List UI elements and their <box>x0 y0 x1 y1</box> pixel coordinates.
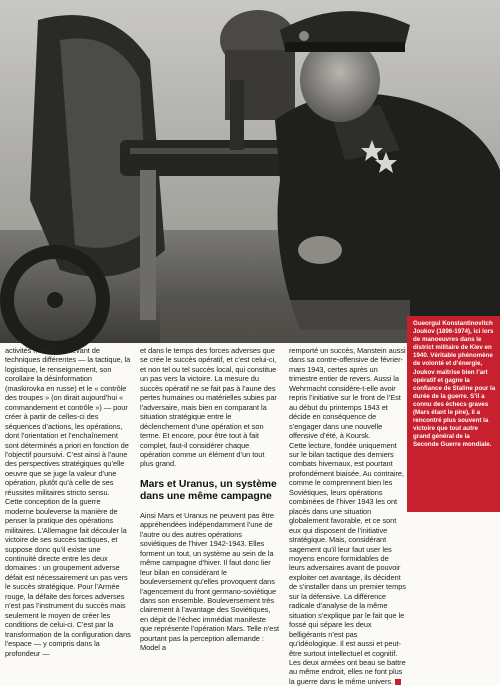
article-column-2 <box>140 346 279 653</box>
paragraph-text: Cette lecture, fondée uniquement sur le bilan tactique des derniers combats hivernaux, est pourtant profondément biaisée. Au contraire, comme le comprennent bien les Soviétiques, leurs opérations combinées de l’hiver 1943 les ont placés dans une situation globalement favorable, et ce sont eux qui disposent de l’initiative stratégique. Mais, considérant sagement qu’il leur faut user les moyens encore formidables de leurs adversaires avant de pouvoir exploiter cet avantage, ils décident de s’installer dans un premier temps sur la défensive. La différence radicale d’analyse de la même situation s’explique par le fait que le fossé qui sépare les deux belligérants n’est pas qu’idéologique. Il est aussi et peut-être surtout intellectuel et cognitif. Les deux armées ont beau se battre au même endroit, elles ne font plus la guerre dans le même univers. <box>289 440 406 686</box>
photo-caption <box>407 316 500 512</box>
section-heading: Mars et Uranus, un système dans une même campagne <box>140 478 277 502</box>
paragraph: et dans le temps des forces adverses que se crée le succès opératif, et c’est celui-ci, et non tel ou tel succès local, qui constitue un pas vers la victoire. La mesure du succès opératif ne se fait pas à l’aune des pertes humaines ou matérielles subies par l’adversaire, mais bien en comparant la situation stratégique entre le déclenchement d’une opération et son terme. Et encore, pour être tout à fait complet, faut-il considérer chaque opération comme un élément d’un tout plus grand. <box>140 346 277 469</box>
paragraph: Ainsi Mars et Uranus ne peuvent pas être appréhendées indépendamment l’une de l’autre ou des autres opérations soviétiques de l’hiver 1942-1943. Elles forment un tout, un système au sein de la même campagne d’hiver. Il faut donc lier leur bilan en considérant le bouleversement qu’elles provoquent dans l’agencement du front germano-soviétique dans son ensemble. Bouleversement très clairement à l’avantage des Soviétiques, en dépit de l’échec immédiat manifeste que représente l’opération Mars. Telle n’est pourtant pas la perception allemande : Model a <box>140 510 279 653</box>
paragraph: remporté un succès, Manstein aussi dans sa contre-offensive de février-mars 1943, certes après un trimestre entier de revers. Aussi la Wehrmacht considère-t-elle avoir repris l’initiative sur le front de l’Est au début du printemps 1943 et décide en conséquence de s’engager dans une nouvelle offensive d’été, à Koursk. <box>289 346 406 441</box>
end-of-article-mark <box>395 679 401 685</box>
paragraph <box>289 441 406 686</box>
article-column-1 <box>5 346 131 658</box>
caption-text: Gueorgui Konstantinovitch Joukov (1896-1974), ici lors de manoeuvres dans le district militaire de Kiev en 1940. Véritable phénomène de volonté et d’énergie, Joukov maîtrise bien l’art opératif et gagne la confiance de Staline pour la durée de la guerre. S’il a connu des échecs graves (Mars étant le pire), il a rencontré plus souvent la victoire que tout autre grand général de la Seconde Guerre mondiale. <box>413 320 496 449</box>
paragraph: activités militaires relevant de techniques différentes — la tactique, la logistique, le renseignement, son corollaire la désinformation (maskirovka en russe) et le « contrôle des troupes » (on dirait aujourd’hui « commandement et contrôle ») — pour créer à partir de celles-ci des séquences d’actions, les opérations, dont l’orientation et l’enchaînement sont déterminés a priori en fonction de l’objectif poursuivi. C’est ainsi à l’aune des perspectives stratégiques qu’elle oeuvre que se juge la valeur d’une opération, plutôt qu’à celle de ses réussites militaires stricto sensu. <box>5 346 131 497</box>
article-column-3 <box>289 346 406 686</box>
paragraph: Cette conception de la guerre moderne bouleverse la manière de penser la pratique des opérations militaires. L’Allemagne fait découler la victoire de ses succès tactiques, et suppose donc qu’il existe une continuité directe entre les deux domaines : un groupement adverse défait est nécessairement un pas vers le succès stratégique. Pour l’Armée rouge, la défaite des forces adverses n’est pas l’instrument du succès mais seulement le moyen de créer les conditions de celui-ci. C’est par la transformation de la configuration dans l’espace — y compris dans la profondeur — <box>5 497 131 658</box>
